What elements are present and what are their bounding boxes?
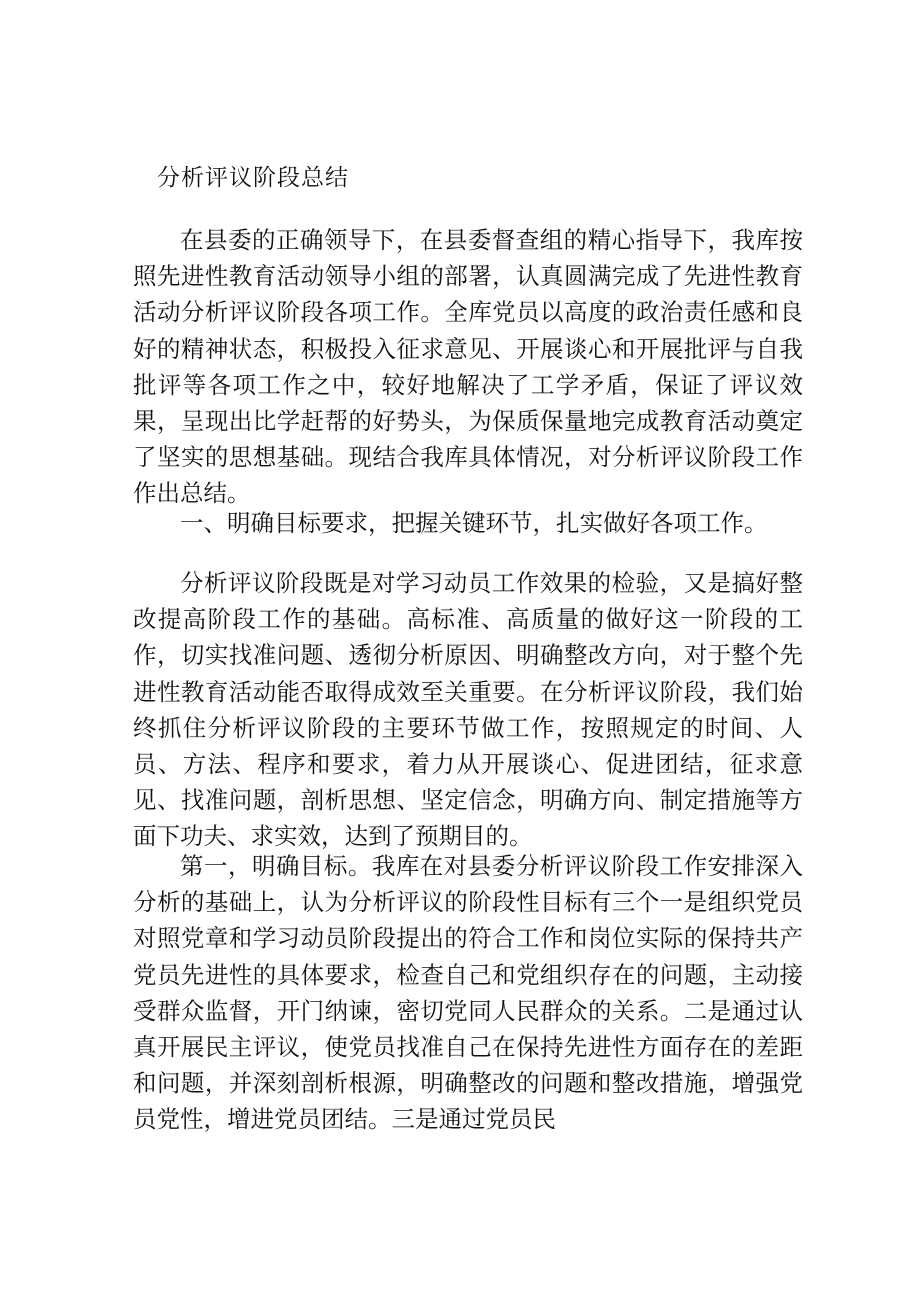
section-heading: 一、明确目标要求，把握关键环节，扎实做好各项工作。	[180, 509, 768, 537]
first-point-paragraph: 第一，明确目标。我库在对县委分析评议阶段工作安排深入分析的基础上，认为分析评议的阶段性目标有三个一是组织党员对照党章和学习动员阶段提出的符合工作和岗位实际的保持共产党员先进性的具体要求，检查自己和党组织存在的问题，主动接受群众监督，开门纳谏，密切党同人民群众的关系。二是通过认真开展民主评议，使党员找准自己在保持先进性方面存在的差距和问题，并深刻剖析根源，明确整改的问题和整改措施，增强党员党性，增进党员团结。三是通过党员民	[133, 852, 803, 1134]
document-title: 分析评议阶段总结	[157, 165, 349, 191]
section-body-paragraph: 分析评议阶段既是对学习动员工作效果的检验，又是搞好整改提高阶段工作的基础。高标准、高质量的做好这一阶段的工作，切实找准问题、透彻分析原因、明确整改方向，对于整个先进性教育活动能否取得成效至关重要。在分析评议阶段，我们始终抓住分析评议阶段的主要环节做工作，按照规定的时间、人员、方法、程序和要求，着力从开展谈心、促进团结，征求意见、找准问题，剖析思想、坚定信念，明确方向、制定措施等方面下功夫、求实效，达到了预期目的。	[133, 569, 803, 851]
intro-paragraph: 在县委的正确领导下，在县委督查组的精心指导下，我库按照先进性教育活动领导小组的部署，认真圆满完成了先进性教育活动分析评议阶段各项工作。全库党员以高度的政治责任感和良好的精神状态，积极投入征求意见、开展谈心和开展批评与自我批评等各项工作之中，较好地解决了工学矛盾，保证了评议效果，呈现出比学赶帮的好势头，为保质保量地完成教育活动奠定了坚实的思想基础。现结合我库具体情况，对分析评议阶段工作作出总结。	[133, 226, 803, 508]
